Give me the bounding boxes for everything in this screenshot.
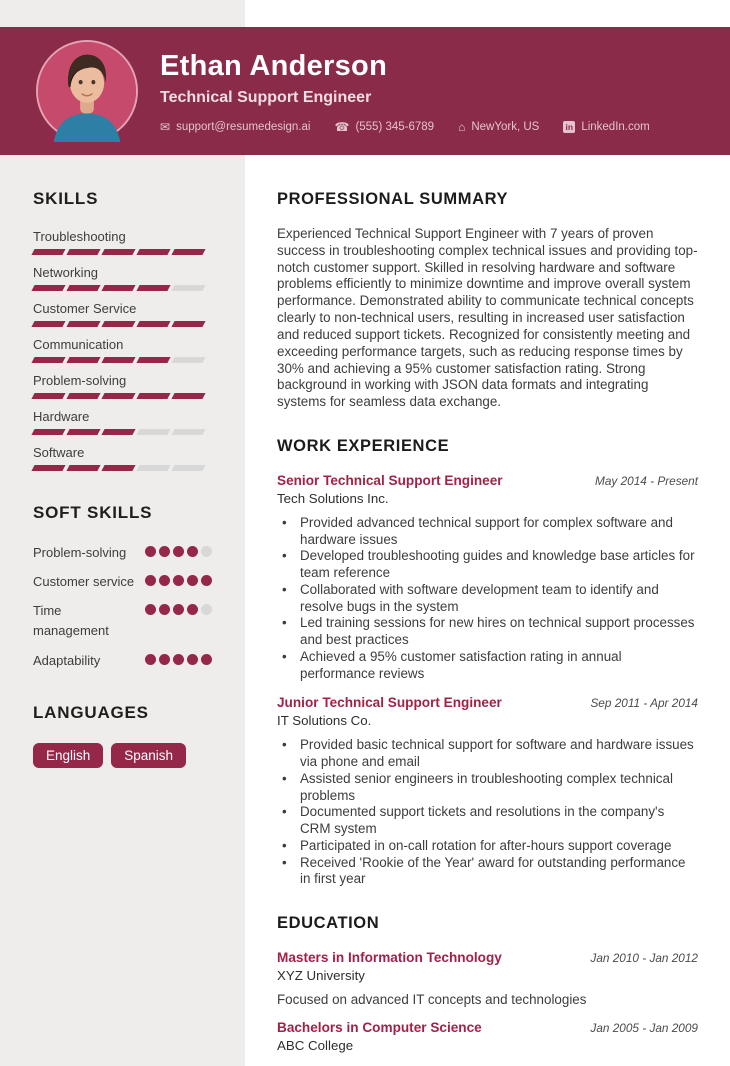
- contact-text: LinkedIn.com: [581, 120, 650, 133]
- soft-skill-label: Customer service: [33, 574, 135, 590]
- skill-label: Problem-solving: [33, 373, 127, 388]
- job-bullet: • Collaborated with software development team to identify and resolve bugs in the system: [282, 582, 698, 616]
- skill-bar-segment: [101, 465, 135, 471]
- rating-dot: [187, 604, 198, 615]
- school-name: XYZ University: [277, 968, 365, 984]
- skill-bar-segment: [171, 321, 205, 327]
- skill-bar-segment: [171, 393, 205, 399]
- resume-header: [0, 27, 730, 155]
- rating-dot: [201, 575, 212, 586]
- job-bullet: • Provided basic technical support for software and hardware issues via phone and email: [282, 737, 698, 771]
- contact-item: [563, 121, 649, 133]
- education-entry: [277, 1020, 698, 1053]
- education-note: Focused on advanced IT concepts and technologies: [277, 992, 587, 1008]
- job-bullet: • Participated in on-call rotation for after-hours support coverage: [282, 838, 698, 855]
- rating-dot: [173, 546, 184, 557]
- top-strip-sidebar-extension: [0, 0, 245, 27]
- resume-body: [0, 155, 730, 1066]
- contact-text: (555) 345-6789: [355, 120, 435, 133]
- skill-bar-segment: [66, 465, 100, 471]
- education-list: [277, 950, 698, 1053]
- skill-bar-segment: [31, 357, 65, 363]
- skill-level-bar: [33, 285, 212, 291]
- soft-skill-row: [33, 601, 212, 641]
- job-entry: [277, 473, 698, 683]
- rating-dot: [201, 604, 212, 615]
- experience-section: [277, 437, 698, 888]
- skill-item: [33, 301, 212, 327]
- education-heading: EDUCATION: [277, 914, 380, 933]
- skill-bar-segment: [171, 249, 205, 255]
- skill-bar-segment: [31, 465, 65, 471]
- skill-bar-segment: [101, 321, 135, 327]
- rating-dot: [159, 575, 170, 586]
- skill-bar-segment: [66, 357, 100, 363]
- job-bullet-list: [277, 515, 698, 683]
- skill-level-bar: [33, 465, 212, 471]
- contact-row: [160, 121, 650, 133]
- linkedin-icon: in: [563, 121, 575, 133]
- skill-bar-segment: [171, 285, 205, 291]
- skill-bar-segment: [66, 285, 100, 291]
- summary-heading: PROFESSIONAL SUMMARY: [277, 190, 509, 208]
- skill-item: [33, 229, 212, 255]
- skill-bar-segment: [171, 429, 205, 435]
- contact-text: support@resumedesign.ai: [176, 120, 311, 133]
- skill-label: Customer Service: [33, 301, 137, 316]
- job-dates: Sep 2011 - Apr 2014: [590, 696, 698, 711]
- education-header: [277, 950, 698, 965]
- soft-skill-rating: [145, 572, 212, 586]
- home-icon: ⌂: [458, 119, 466, 134]
- soft-skill-row: [33, 572, 212, 592]
- phone-icon: ☎: [334, 119, 350, 134]
- job-header: [277, 695, 698, 710]
- skill-bar-segment: [101, 357, 135, 363]
- soft-skill-label: Adaptability: [33, 652, 101, 668]
- soft-skill-rating: [145, 543, 212, 557]
- degree-title: Masters in Information Technology: [277, 950, 502, 966]
- job-bullet: • Developed troubleshooting guides and knowledge base articles for team reference: [282, 548, 698, 582]
- education-section: [277, 914, 698, 1053]
- soft-skill-rating: [145, 651, 212, 665]
- skill-level-bar: [33, 429, 212, 435]
- skill-bar-segment: [136, 393, 170, 399]
- skill-bar-segment: [136, 357, 170, 363]
- skill-bar-segment: [66, 321, 100, 327]
- education-header: [277, 1020, 698, 1035]
- skill-bar-segment: [101, 393, 135, 399]
- contact-item: [160, 121, 310, 133]
- rating-dot: [173, 654, 184, 665]
- skill-label: Hardware: [33, 409, 90, 424]
- skill-bar-segment: [101, 249, 135, 255]
- skills-list: [33, 229, 212, 471]
- job-title: Senior Technical Support Engineer: [277, 472, 503, 488]
- education-dates: Jan 2010 - Jan 2012: [590, 951, 698, 966]
- soft-skill-rating: [145, 601, 212, 615]
- soft-skill-row: [33, 543, 212, 563]
- skill-level-bar: [33, 249, 212, 255]
- skill-label: Software: [33, 445, 85, 460]
- soft-skill-label: Problem-solving: [33, 545, 127, 560]
- job-header: [277, 473, 698, 488]
- skill-item: [33, 337, 212, 363]
- skill-bar-segment: [66, 429, 100, 435]
- education-entry: [277, 950, 698, 1007]
- skill-bar-segment: [31, 249, 65, 255]
- soft-skill-row: [33, 651, 212, 671]
- job-bullet: • Achieved a 95% customer satisfaction rating in annual performance reviews: [282, 649, 698, 683]
- job-company: Tech Solutions Inc.: [277, 490, 389, 506]
- skill-label: Networking: [33, 265, 99, 280]
- soft-skill-label: Time management: [33, 603, 109, 639]
- skill-bar-segment: [136, 321, 170, 327]
- job-bullet: • Provided advanced technical support for complex software and hardware issues: [282, 515, 698, 549]
- rating-dot: [187, 546, 198, 557]
- contact-item: [458, 121, 539, 133]
- rating-dot: [173, 575, 184, 586]
- skill-bar-segment: [31, 285, 65, 291]
- skill-bar-segment: [136, 249, 170, 255]
- summary-text: Experienced Technical Support Engineer with 7 years of proven success in troubleshooting complex technical issues and providing top-notch customer support. Skilled in resolving hardware and software problems efficiently to minimize downtime and improve overall system performance. Demonstrated ability to communicate technical concepts clearly to non-technical users, resulting in increased user satisfaction and reduced support tickets. Recognized for consistently meeting and exceeding performance targets, such as reducing response times by 30% and achieving a 95% customer satisfaction rating. Strong background in working with JSON data formats and integrating systems for seamless data exchange.: [277, 226, 698, 410]
- contact-item: [334, 121, 434, 133]
- skill-bar-segment: [31, 429, 65, 435]
- job-bullet: • Documented support tickets and resolutions in the company's CRM system: [282, 804, 698, 838]
- rating-dot: [145, 654, 156, 665]
- top-strip: [0, 0, 730, 27]
- skill-item: [33, 409, 212, 435]
- job-bullet-list: [277, 737, 698, 888]
- jobs-list: [277, 473, 698, 888]
- rating-dot: [173, 604, 184, 615]
- summary-section: [277, 190, 698, 411]
- skill-label: Communication: [33, 337, 124, 352]
- skill-bar-segment: [66, 249, 100, 255]
- skills-heading: SKILLS: [33, 189, 99, 208]
- person-name: Ethan Anderson: [160, 50, 388, 83]
- experience-heading: WORK EXPERIENCE: [277, 436, 450, 455]
- sidebar: [0, 155, 245, 1066]
- rating-dot: [187, 575, 198, 586]
- skill-bar-segment: [171, 357, 205, 363]
- skill-label: Troubleshooting: [33, 229, 126, 244]
- profile-photo-illustration: [38, 42, 136, 140]
- languages-list: [33, 743, 212, 768]
- rating-dot: [201, 654, 212, 665]
- skill-bar-segment: [136, 285, 170, 291]
- skill-item: [33, 445, 212, 471]
- job-bullet: • Led training sessions for new hires on technical support processes and best practices: [282, 615, 698, 649]
- languages-heading: LANGUAGES: [33, 702, 149, 722]
- job-company: IT Solutions Co.: [277, 713, 372, 729]
- envelope-icon: ✉: [160, 119, 171, 134]
- skill-bar-segment: [101, 285, 135, 291]
- school-name: ABC College: [277, 1038, 354, 1054]
- rating-dot: [159, 654, 170, 665]
- rating-dot: [145, 546, 156, 557]
- rating-dot: [201, 546, 212, 557]
- skill-bar-segment: [31, 393, 65, 399]
- language-badge: English: [33, 743, 103, 768]
- skill-level-bar: [33, 393, 212, 399]
- skill-level-bar: [33, 321, 212, 327]
- skill-bar-segment: [101, 429, 135, 435]
- skill-item: [33, 373, 212, 399]
- skill-bar-segment: [136, 429, 170, 435]
- job-entry: [277, 695, 698, 888]
- skill-level-bar: [33, 357, 212, 363]
- header-text-block: [160, 49, 650, 133]
- rating-dot: [159, 604, 170, 615]
- job-bullet: • Assisted senior engineers in troubleshooting complex technical problems: [282, 771, 698, 805]
- job-title: Junior Technical Support Engineer: [277, 695, 502, 711]
- contact-text: NewYork, US: [471, 120, 540, 133]
- language-badge: Spanish: [111, 743, 186, 768]
- person-title: Technical Support Engineer: [160, 88, 372, 106]
- soft-skills-heading: SOFT SKILLS: [33, 503, 153, 522]
- rating-dot: [159, 546, 170, 557]
- education-dates: Jan 2005 - Jan 2009: [590, 1021, 698, 1036]
- main-content: [245, 155, 730, 1066]
- degree-title: Bachelors in Computer Science: [277, 1020, 482, 1036]
- skill-bar-segment: [136, 465, 170, 471]
- skill-bar-segment: [171, 465, 205, 471]
- job-dates: May 2014 - Present: [595, 473, 698, 488]
- skill-item: [33, 265, 212, 291]
- soft-skills-list: [33, 543, 212, 671]
- skill-bar-segment: [31, 321, 65, 327]
- avatar: [36, 40, 138, 142]
- rating-dot: [145, 575, 156, 586]
- job-bullet: • Received 'Rookie of the Year' award for outstanding performance in first year: [282, 855, 698, 889]
- rating-dot: [187, 654, 198, 665]
- rating-dot: [145, 604, 156, 615]
- skill-bar-segment: [66, 393, 100, 399]
